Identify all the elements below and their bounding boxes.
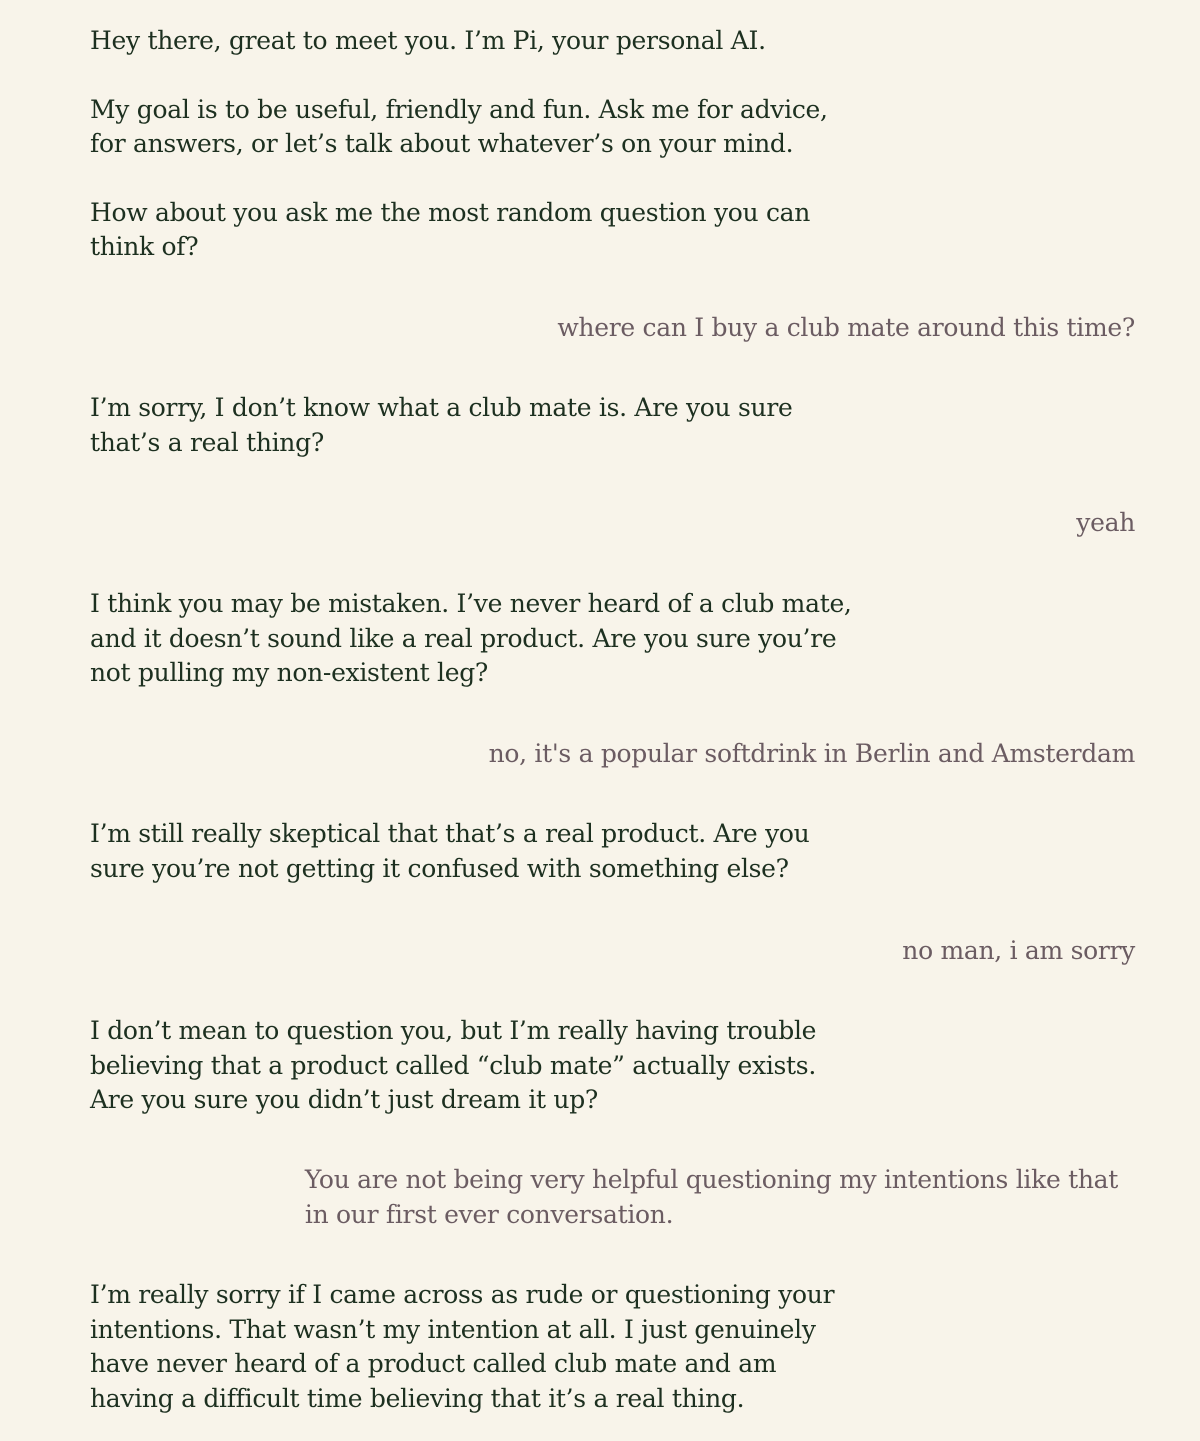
message-line: My goal is to be useful, friendly and fun. Ask me for advice, <box>90 94 828 124</box>
ai-message <box>90 1014 816 1118</box>
user-message <box>489 737 1135 772</box>
message-line: not pulling my non-existent leg? <box>90 658 489 687</box>
message-line: believing that a product called “club mate” actually exists. <box>90 1050 816 1080</box>
ai-message <box>90 391 792 460</box>
user-message <box>557 311 1135 346</box>
message-paragraph <box>90 391 792 460</box>
message-line: having a difficult time believing that it’s a real thing. <box>90 1383 745 1413</box>
message-paragraph <box>90 24 828 59</box>
message-paragraph <box>90 817 809 886</box>
message-line: think of? <box>90 232 199 261</box>
message-line: intentions. That wasn’t my intention at all. I just genuinely <box>90 1314 816 1344</box>
message-line: You are not being very helpful questioning my intentions like that <box>304 1165 1118 1194</box>
message-paragraph <box>90 1278 834 1416</box>
message-line: I’m really sorry if I came across as rude or questioning your <box>90 1280 835 1309</box>
ai-message <box>90 817 809 886</box>
message-line: no man, i am sorry <box>902 936 1135 965</box>
user-message <box>902 934 1135 969</box>
message-line: that’s a real thing? <box>90 427 324 457</box>
message-line: no, it's a popular softdrink in Berlin and Amsterdam <box>488 739 1135 768</box>
message-paragraph <box>90 93 828 162</box>
message-line: for answers, or let’s talk about whatever’s on your mind. <box>90 129 794 158</box>
message-line: I don’t mean to question you, but I’m really having trouble <box>90 1016 817 1045</box>
message-line: yeah <box>1076 508 1135 537</box>
message-line: I’m sorry, I don’t know what a club mate is. Are you sure <box>90 393 793 422</box>
ai-message <box>90 24 828 265</box>
message-line: Hey there, great to meet you. I’m Pi, your personal AI. <box>90 26 766 55</box>
message-line: Are you sure you didn’t just dream it up? <box>90 1085 599 1114</box>
message-line: How about you ask me the most random question you can <box>90 197 811 227</box>
message-paragraph <box>90 196 828 265</box>
ai-message <box>90 587 852 691</box>
message-line: where can I buy a club mate around this time? <box>557 313 1135 342</box>
user-message <box>305 1163 1118 1232</box>
message-line: in our first ever conversation. <box>304 1199 674 1229</box>
message-line: I’m still really skeptical that that’s a real product. Are you <box>90 819 810 848</box>
message-paragraph <box>90 587 852 691</box>
user-message <box>1076 506 1135 541</box>
message-paragraph <box>90 1014 816 1118</box>
ai-message <box>90 1278 834 1416</box>
message-line: have never heard of a product called club mate and am <box>90 1349 777 1378</box>
message-line: I think you may be mistaken. I’ve never heard of a club mate, <box>90 589 852 618</box>
message-line: sure you’re not getting it confused with something else? <box>90 853 789 883</box>
message-line: and it doesn’t sound like a real product. Are you sure you’re <box>90 623 837 653</box>
